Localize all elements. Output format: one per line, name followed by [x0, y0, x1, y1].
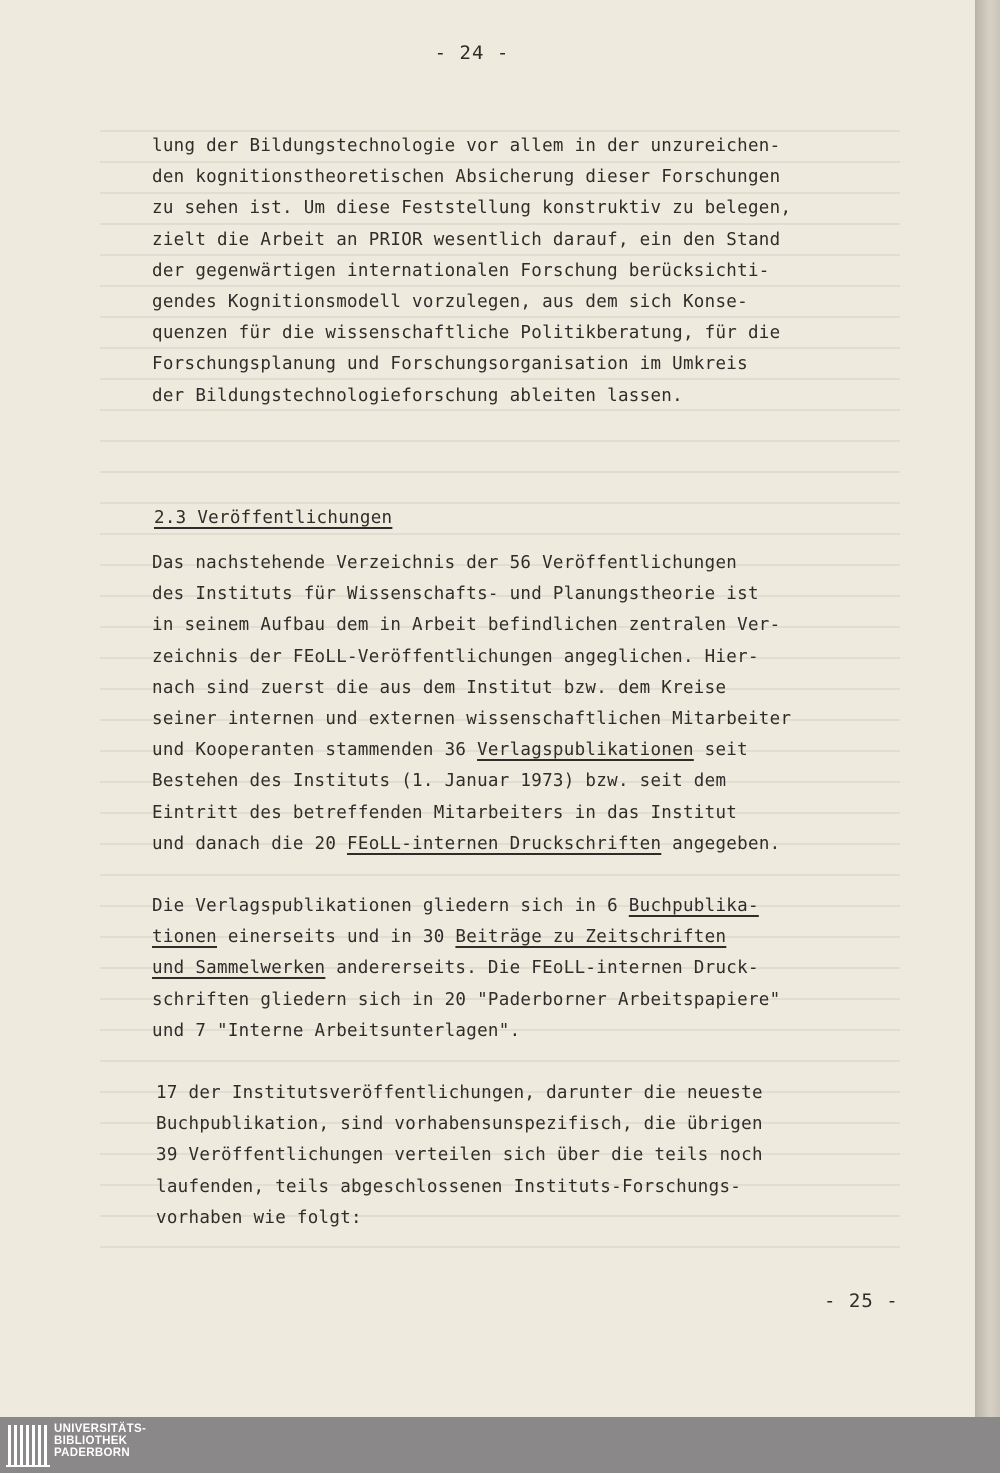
- text-segment: Die Verlagspublikationen gliedern sich in 6: [152, 896, 629, 916]
- text-segment: einerseits und in 30: [217, 927, 456, 948]
- paragraph-1-line: quenzen für die wissenschaftliche Politikberatung, für die: [152, 323, 781, 344]
- paragraph-1-line: zu sehen ist. Um diese Feststellung konstruktiv zu belegen,: [152, 198, 792, 219]
- paragraph-2-line: nach sind zuerst die aus dem Institut bzw. dem Kreise: [152, 677, 727, 698]
- paragraph-4-line: 39 Veröffentlichungen verteilen sich über die teils noch: [156, 1145, 763, 1166]
- underlined-term: und Sammelwerken: [152, 958, 326, 979]
- paragraph-2-line: [152, 735, 912, 766]
- text-segment: angegeben.: [661, 833, 781, 854]
- paragraph-1-line: lung der Bildungstechnologie vor allem in der unzureichen-: [152, 136, 781, 156]
- paragraph-1-line: den kognitionstheoretischen Absicherung dieser Forschungen: [152, 167, 781, 188]
- library-name-line: PADERBORN: [54, 1447, 130, 1459]
- paragraph-1-line: gendes Kognitionsmodell vorzulegen, aus dem sich Konse-: [152, 291, 748, 312]
- library-name-line: BIBLIOTHEK: [54, 1435, 128, 1447]
- paragraph-2: [152, 548, 912, 860]
- underlined-term: Buchpublika-: [628, 896, 759, 916]
- paragraph-1-line: Forschungsplanung und Forschungsorganisation im Umkreis: [152, 354, 748, 375]
- paragraph-3-line: [152, 953, 912, 984]
- page-number-top: - 24 -: [434, 42, 510, 64]
- paragraph-1: [152, 131, 912, 412]
- paragraph-3-line: schriften gliedern sich in 20 "Paderborner Arbeitspapiere": [152, 989, 781, 1010]
- paragraph-2-line: Bestehen des Instituts (1. Januar 1973) bzw. seit dem: [152, 771, 727, 792]
- underlined-term: tionen: [152, 927, 218, 948]
- paragraph-1-line: der gegenwärtigen internationalen Forschung berücksichti-: [152, 260, 770, 281]
- library-name: [54, 1423, 146, 1459]
- underlined-term: Verlagspublikationen: [477, 740, 694, 761]
- paragraph-2-line: Eintritt des betreffenden Mitarbeiters in das Institut: [152, 802, 738, 823]
- library-logo-icon: [6, 1421, 50, 1469]
- paragraph-4-line: 17 der Institutsveröffentlichungen, darunter die neueste: [156, 1083, 763, 1103]
- paragraph-4-line: Buchpublikation, sind vorhabensunspezifisch, die übrigen: [156, 1114, 763, 1135]
- paragraph-3: [152, 891, 912, 1047]
- paragraph-2-line: seiner internen und externen wissenschaftlichen Mitarbeiter: [152, 708, 792, 729]
- paragraph-2-line: zeichnis der FEoLL-Veröffentlichungen angeglichen. Hier-: [152, 646, 759, 667]
- library-name-line: UNIVERSITÄTS-: [54, 1423, 147, 1435]
- paragraph-4: [156, 1078, 916, 1234]
- paragraph-4-line: vorhaben wie folgt:: [156, 1207, 362, 1228]
- underlined-term: FEoLL-internen Druckschriften: [347, 833, 662, 854]
- paragraph-1-line: der Bildungstechnologieforschung ableiten lassen.: [152, 385, 683, 406]
- text-segment: und danach die 20: [152, 833, 348, 854]
- section-heading: 2.3 Veröffentlichungen: [154, 508, 393, 528]
- library-footer: [0, 1417, 1000, 1473]
- paragraph-3-line: und 7 "Interne Arbeitsunterlagen".: [152, 1020, 521, 1041]
- paragraph-2-line: des Instituts für Wissenschafts- und Planungstheorie ist: [152, 584, 759, 605]
- paragraph-2-line: [152, 829, 912, 860]
- paragraph-2-line: in seinem Aufbau dem in Arbeit befindlichen zentralen Ver-: [152, 615, 781, 636]
- text-segment: und Kooperanten stammenden 36: [152, 740, 478, 761]
- paragraph-3-line: [152, 891, 912, 922]
- paragraph-1-line: zielt die Arbeit an PRIOR wesentlich darauf, ein den Stand: [152, 229, 781, 250]
- text-segment: andererseits. Die FEoLL-internen Druck-: [325, 958, 759, 979]
- paragraph-4-line: laufenden, teils abgeschlossenen Instituts-Forschungs-: [156, 1176, 742, 1197]
- paragraph-3-line: [152, 922, 912, 953]
- page-edge-shadow: [975, 0, 1000, 1417]
- page-number-bottom: - 25 -: [824, 1290, 899, 1312]
- underlined-term: Beiträge zu Zeitschriften: [455, 927, 727, 948]
- paragraph-2-line: Das nachstehende Verzeichnis der 56 Veröffentlichungen: [152, 553, 738, 573]
- text-segment: seit: [693, 740, 748, 761]
